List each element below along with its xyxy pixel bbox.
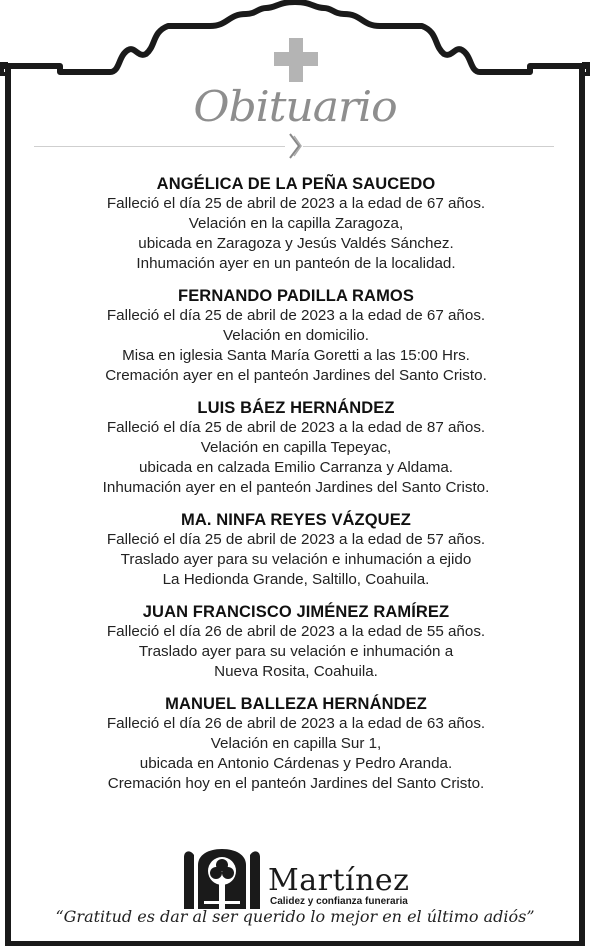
obituary-detail-line: Traslado ayer para su velación e inhumación a [138,643,454,660]
deceased-name: ANGÉLICA DE LA PEÑA SAUCEDO [156,175,436,193]
obituary-entry [40,398,552,498]
obituary-detail-line: ubicada en Zaragoza y Jesús Valdés Sánchez. [138,235,454,252]
obituary-detail-line: Misa en iglesia Santa María Goretti a las 15:00 Hrs. [122,347,470,364]
obituary-detail-line: Cremación hoy en el panteón Jardines del Santo Cristo. [107,775,485,792]
obituary-detail-line: Falleció el día 25 de abril de 2023 a la edad de 57 años. [106,531,486,548]
section-title: Obituario [193,82,397,131]
obituary-detail-line: Falleció el día 25 de abril de 2023 a la edad de 67 años. [106,195,486,212]
obituary-detail-line: Cremación ayer en el panteón Jardines del Santo Cristo. [105,367,487,384]
obituary-list [40,174,552,806]
deceased-name: FERNANDO PADILLA RAMOS [178,287,414,305]
obituary-detail-line: Falleció el día 25 de abril de 2023 a la edad de 67 años. [106,307,486,324]
obituary-detail-line: Falleció el día 26 de abril de 2023 a la edad de 55 años. [106,623,486,640]
obituary-detail-line: Velación en capilla Sur 1, [210,735,382,752]
brand-tagline: Calidez y confianza funeraria [270,896,408,907]
obituary-detail-line: ubicada en calzada Emilio Carranza y Aldama. [138,459,454,476]
obituary-entry [40,510,552,590]
obituary-entry [40,286,552,386]
deceased-name: JUAN FRANCISCO JIMÉNEZ RAMÍREZ [142,603,450,621]
obituary-detail-line: Falleció el día 25 de abril de 2023 a la edad de 87 años. [106,419,486,436]
deceased-name: MA. NINFA REYES VÁZQUEZ [181,511,411,529]
obituary-detail-line: Inhumación ayer en un panteón de la localidad. [136,255,456,272]
brand-name: Martínez [268,863,410,898]
deceased-name: LUIS BÁEZ HERNÁNDEZ [197,399,395,417]
obituary-entry [40,694,552,794]
obituary-detail-line: La Hedionda Grande, Saltillo, Coahuila. [162,571,430,588]
obituary-detail-line: Velación en domicilio. [222,327,370,344]
obituary-entry [40,174,552,274]
obituary-detail-line: Inhumación ayer en el panteón Jardines del Santo Cristo. [102,479,490,496]
obituary-detail-line: Traslado ayer para su velación e inhumación a ejido [120,551,472,568]
funeral-home-logo [182,847,262,909]
cross-icon [274,38,318,82]
obituary-detail-line: Velación en capilla Tepeyac, [200,439,392,456]
obituary-detail-line: Nueva Rosita, Coahuila. [214,663,378,680]
obituary-entry [40,602,552,682]
deceased-name: MANUEL BALLEZA HERNÁNDEZ [165,695,427,713]
obituary-detail-line: ubicada en Antonio Cárdenas y Pedro Aranda. [139,755,453,772]
ribbon-ornament-icon [285,132,303,162]
obituary-detail-line: Velación en la capilla Zaragoza, [188,215,404,232]
closing-quote: “Gratitud es dar al ser querido lo mejor en el último adiós” [55,907,535,926]
obituary-detail-line: Falleció el día 26 de abril de 2023 a la edad de 63 años. [106,715,486,732]
